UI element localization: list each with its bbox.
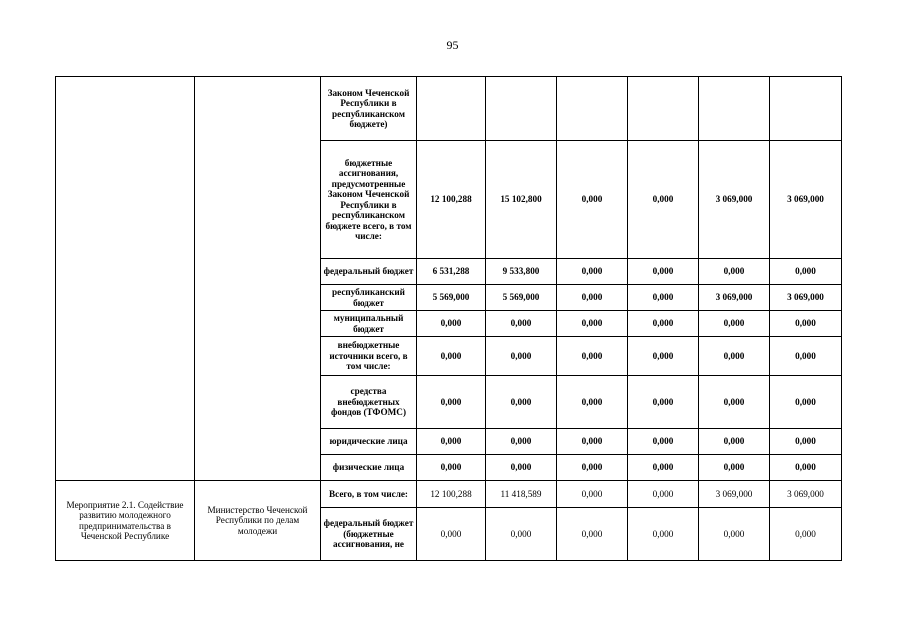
value-cell: 0,000 bbox=[699, 337, 770, 376]
value-cell bbox=[417, 77, 486, 141]
value-cell: 3 069,000 bbox=[770, 481, 842, 508]
value-cell: 3 069,000 bbox=[699, 285, 770, 311]
value-cell: 0,000 bbox=[628, 259, 699, 285]
value-cell: 3 069,000 bbox=[770, 141, 842, 259]
value-cell: 0,000 bbox=[770, 337, 842, 376]
value-cell: 0,000 bbox=[417, 455, 486, 481]
table-row bbox=[56, 77, 842, 141]
measure-name-cell-empty bbox=[56, 77, 195, 481]
value-cell: 0,000 bbox=[557, 429, 628, 455]
value-cell: 0,000 bbox=[486, 376, 557, 429]
value-cell: 0,000 bbox=[486, 508, 557, 561]
executor-cell-empty bbox=[195, 77, 321, 481]
value-cell: 0,000 bbox=[417, 376, 486, 429]
value-cell: 0,000 bbox=[699, 259, 770, 285]
funding-source: Законом Чеченской Республики в республиканском бюджете) bbox=[321, 77, 417, 141]
value-cell bbox=[770, 77, 842, 141]
value-cell bbox=[486, 77, 557, 141]
funding-source: муниципальный бюджет bbox=[321, 311, 417, 337]
value-cell: 0,000 bbox=[557, 481, 628, 508]
value-cell: 0,000 bbox=[699, 376, 770, 429]
value-cell: 0,000 bbox=[628, 337, 699, 376]
value-cell: 0,000 bbox=[628, 285, 699, 311]
value-cell: 3 069,000 bbox=[770, 285, 842, 311]
value-cell: 12 100,288 bbox=[417, 141, 486, 259]
value-cell: 0,000 bbox=[699, 455, 770, 481]
measure-executor: Министерство Чеченской Республики по делам молодежи bbox=[195, 481, 321, 561]
value-cell: 0,000 bbox=[699, 508, 770, 561]
value-cell: 0,000 bbox=[557, 455, 628, 481]
value-cell: 3 069,000 bbox=[699, 481, 770, 508]
value-cell: 0,000 bbox=[770, 376, 842, 429]
value-cell: 0,000 bbox=[770, 455, 842, 481]
value-cell: 12 100,288 bbox=[417, 481, 486, 508]
funding-source: юридические лица bbox=[321, 429, 417, 455]
value-cell bbox=[628, 77, 699, 141]
value-cell: 0,000 bbox=[557, 311, 628, 337]
value-cell: 0,000 bbox=[557, 376, 628, 429]
value-cell: 0,000 bbox=[770, 429, 842, 455]
funding-source: федеральный бюджет bbox=[321, 259, 417, 285]
value-cell: 0,000 bbox=[699, 429, 770, 455]
value-cell: 0,000 bbox=[417, 429, 486, 455]
value-cell: 0,000 bbox=[628, 311, 699, 337]
value-cell: 0,000 bbox=[770, 311, 842, 337]
value-cell: 0,000 bbox=[417, 508, 486, 561]
value-cell: 5 569,000 bbox=[486, 285, 557, 311]
value-cell: 15 102,800 bbox=[486, 141, 557, 259]
funding-source: средства внебюджетных фондов (ТФОМС) bbox=[321, 376, 417, 429]
page-number: 95 bbox=[446, 38, 459, 52]
value-cell: 6 531,288 bbox=[417, 259, 486, 285]
value-cell: 0,000 bbox=[628, 508, 699, 561]
value-cell: 0,000 bbox=[417, 311, 486, 337]
budget-table bbox=[55, 76, 842, 561]
funding-source: бюджетные ассигнования, предусмотренные Законом Чеченской Республики в республиканском бюджете всего, в том числе: bbox=[321, 141, 417, 259]
value-cell: 0,000 bbox=[628, 455, 699, 481]
value-cell: 0,000 bbox=[486, 311, 557, 337]
value-cell: 0,000 bbox=[770, 259, 842, 285]
value-cell: 0,000 bbox=[486, 429, 557, 455]
value-cell: 0,000 bbox=[557, 285, 628, 311]
funding-source: федеральный бюджет (бюджетные ассигнования, не bbox=[321, 508, 417, 561]
value-cell: 0,000 bbox=[486, 337, 557, 376]
measure-name: Мероприятие 2.1. Содействие развитию молодежного предпринимательства в Чеченской Республике bbox=[56, 481, 195, 561]
value-cell: 0,000 bbox=[699, 311, 770, 337]
value-cell: 11 418,589 bbox=[486, 481, 557, 508]
value-cell: 0,000 bbox=[557, 508, 628, 561]
value-cell: 5 569,000 bbox=[417, 285, 486, 311]
table-row bbox=[56, 481, 842, 508]
value-cell: 0,000 bbox=[628, 141, 699, 259]
value-cell: 0,000 bbox=[770, 508, 842, 561]
value-cell: 0,000 bbox=[417, 337, 486, 376]
value-cell: 0,000 bbox=[628, 481, 699, 508]
funding-source: Всего, в том числе: bbox=[321, 481, 417, 508]
value-cell: 0,000 bbox=[486, 455, 557, 481]
value-cell: 0,000 bbox=[557, 141, 628, 259]
funding-source: внебюджетные источники всего, в том числе: bbox=[321, 337, 417, 376]
value-cell: 3 069,000 bbox=[699, 141, 770, 259]
value-cell: 0,000 bbox=[557, 337, 628, 376]
value-cell: 0,000 bbox=[628, 429, 699, 455]
value-cell: 0,000 bbox=[628, 376, 699, 429]
value-cell bbox=[699, 77, 770, 141]
value-cell bbox=[557, 77, 628, 141]
funding-source: республиканский бюджет bbox=[321, 285, 417, 311]
value-cell: 9 533,800 bbox=[486, 259, 557, 285]
value-cell: 0,000 bbox=[557, 259, 628, 285]
funding-source: физические лица bbox=[321, 455, 417, 481]
